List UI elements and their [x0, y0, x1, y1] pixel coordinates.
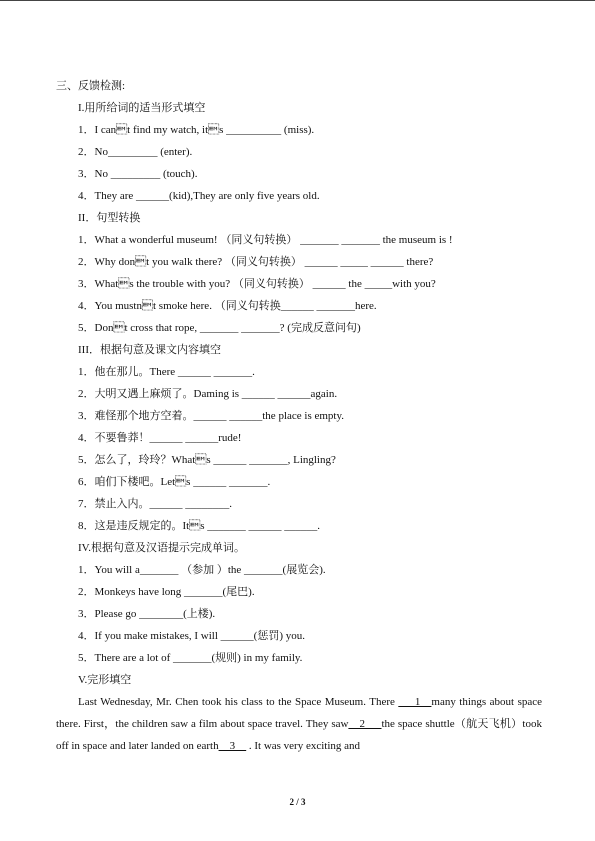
cloze-text-1: Last Wednesday, Mr. Chen took his class to the Space Museum. There — [78, 696, 399, 708]
part4-title: IV.根据句意及汉语提示完成单词。 — [78, 542, 245, 554]
part5-title: V.完形填空 — [78, 674, 132, 686]
part3-item-3: 3．难怪那个地方空着。______ ______the place is empty. — [78, 410, 345, 422]
part3-item-4: 4．不要鲁莽！______ ______rude! — [78, 432, 242, 444]
part2-item-1: 1．What a wonderful museum! （同义句转换） _______ _______ the museum is ! — [78, 234, 453, 246]
part3-title: III．根据句意及课文内容填空 — [78, 344, 221, 356]
cloze-blank-2: __2___ — [348, 718, 382, 730]
part2-item-3: 3．Whats the trouble with you? （同义句转换） ______ the _____with you? — [78, 278, 436, 290]
cloze-blank-1: ___1__ — [398, 696, 432, 708]
part3-item-5: 5．怎么了，玲玲？Whats ______ _______, Lingling? — [78, 454, 336, 466]
cloze-blank-3: __3__ — [218, 740, 247, 752]
part4-item-2: 2．Monkeys have long _______(尾巴). — [78, 586, 255, 598]
part2-item-4: 4．You mustnt smoke here. （同义句转换______ _______here. — [78, 300, 377, 312]
part2-item-2: 2．Why dont you walk there? （同义句转换） ______ _____ ______ there? — [78, 256, 434, 268]
part4-item-1: 1．You will a_______ （参加 ）the _______(展览会). — [78, 564, 326, 576]
part2-item-5: 5．Dont cross that rope, _______ _______? (完成反意问句) — [78, 322, 361, 334]
part3-item-8: 8．这是违反规定的。Its _______ ______ ______. — [78, 520, 320, 532]
part2-title: II．句型转换 — [78, 212, 141, 224]
part4-item-5: 5．There are a lot of _______(规则) in my family. — [78, 652, 303, 664]
part3-item-1: 1．他在那儿。There ______ _______. — [78, 366, 255, 378]
part1-item-3: 3．No _________ (touch). — [78, 168, 198, 180]
cloze-text-2: many things about space there. First，the children saw a film about space travel. They saw — [56, 696, 542, 730]
part1-item-2: 2．No_________ (enter). — [78, 146, 193, 158]
cloze-passage — [56, 691, 542, 757]
part1-item-1: 1．I cant find my watch, its __________ (miss). — [78, 124, 315, 136]
cloze-text-3: the space shuttle（航天飞机）took off in space and later landed on earth — [56, 718, 542, 752]
cloze-text-4: . It was very exciting and — [246, 740, 361, 752]
part1-item-4: 4．They are ______(kid),They are only five years old. — [78, 190, 320, 202]
part1-title: I.用所给词的适当形式填空 — [78, 102, 206, 114]
part4-item-3: 3．Please go ________(上楼). — [78, 608, 216, 620]
section-title: 三、反馈检测: — [56, 80, 126, 92]
part3-item-6: 6．咱们下楼吧。Lets ______ _______. — [78, 476, 271, 488]
part3-item-7: 7．禁止入内。______ ________. — [78, 498, 232, 510]
page-number: 2 / 3 — [289, 797, 306, 807]
part4-item-4: 4．If you make mistakes, I will ______(惩罚) you. — [78, 630, 305, 642]
part3-item-2: 2．大明又遇上麻烦了。Daming is ______ ______again. — [78, 388, 338, 400]
